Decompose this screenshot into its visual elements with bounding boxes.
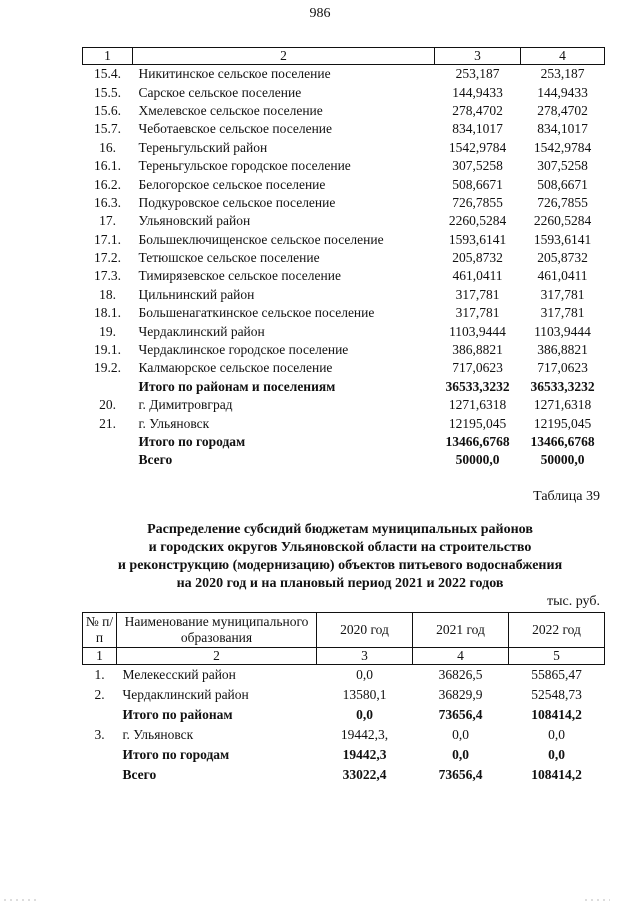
- row-number: 19.1.: [94, 342, 121, 358]
- table-row: [83, 157, 605, 175]
- row-value-col3: 12195,045: [448, 415, 507, 431]
- row-name: Сарское сельское поселение: [138, 84, 302, 100]
- row-value-col4: 317,781: [540, 305, 585, 321]
- row-name: Чердаклинский район: [122, 687, 249, 702]
- table2-body: [83, 613, 605, 786]
- row-number: [83, 433, 133, 451]
- row-name: г. Ульяновск: [138, 415, 210, 431]
- row-number: 18.: [99, 286, 116, 302]
- page-number: 986: [309, 6, 331, 21]
- row-value-2021: 0,0: [452, 727, 469, 742]
- row-name: г. Ульяновск: [122, 727, 194, 742]
- row-number: 19.2.: [94, 360, 121, 376]
- row-name: Подкуровское сельское поселение: [138, 194, 336, 210]
- row-value-col4: 2260,5284: [533, 213, 592, 229]
- row-number: 18.1.: [94, 305, 121, 321]
- col-header-2020: 2020 год: [317, 613, 413, 648]
- row-name: Тереньгульский район: [138, 139, 268, 155]
- scan-specks: [0, 893, 640, 905]
- row-value-col4: 205,8732: [537, 250, 588, 266]
- row-name: Чердаклинский район: [138, 323, 265, 339]
- row-number: 17.: [99, 213, 116, 229]
- row-value-2020: 13580,1: [342, 687, 387, 702]
- row-value-col3: 13466,6768: [445, 434, 510, 449]
- row-value-2022: 108414,2: [531, 707, 582, 722]
- table1-body: [83, 48, 605, 470]
- row-number: [83, 378, 133, 396]
- row-value-col4: 1103,9444: [534, 323, 591, 339]
- row-value-col4: 726,7855: [537, 194, 588, 210]
- row-name: Итого по городам: [138, 434, 246, 449]
- row-number: 20.: [99, 397, 116, 413]
- table-row: [83, 359, 605, 377]
- col-header-2021: 2021 год: [413, 613, 509, 648]
- row-value-2021: 36826,5: [438, 667, 483, 682]
- row-value-col4: 386,8821: [537, 342, 588, 358]
- col-header-num: [83, 613, 117, 648]
- row-value-col4: 1271,6318: [533, 397, 592, 413]
- table-row: [83, 725, 605, 745]
- row-value-col4: 461,0411: [537, 268, 588, 284]
- row-number: [83, 765, 117, 785]
- table-row: [83, 745, 605, 765]
- row-value-col3: 317,781: [455, 305, 500, 321]
- table-caption: Таблица 39: [533, 489, 600, 504]
- table1-header-row: [83, 48, 605, 65]
- table-row: [83, 231, 605, 249]
- table-row: [83, 102, 605, 120]
- row-name: Итого по районам: [122, 707, 233, 722]
- col-header-name-label: Наименование муниципального образования: [124, 614, 309, 645]
- row-number: 17.2.: [94, 250, 121, 266]
- row-name: Чердаклинское городское поселение: [138, 342, 349, 358]
- table-row: [83, 765, 605, 785]
- row-value-col3: 717,0623: [452, 360, 503, 376]
- table-row: [83, 414, 605, 432]
- col-header-num-label: № п/п: [85, 614, 114, 645]
- table2-header-row: [83, 613, 605, 648]
- row-name: Тетюшское сельское поселение: [138, 250, 320, 266]
- row-name: Чеботаевское сельское поселение: [138, 121, 333, 137]
- row-name: Всего: [138, 452, 173, 468]
- row-value-col4: 1593,6141: [533, 231, 592, 247]
- row-value-col3: 278,4702: [452, 102, 503, 118]
- table-row: [83, 304, 605, 322]
- table-row: [83, 378, 605, 396]
- row-name: Мелекесский район: [122, 667, 236, 682]
- table-row: [83, 175, 605, 193]
- table1-header-cell: 4: [521, 48, 605, 65]
- row-number: 16.1.: [94, 158, 121, 174]
- table-row: [83, 249, 605, 267]
- row-value-col3: 205,8732: [452, 250, 503, 266]
- row-value-col3: 1103,9444: [449, 323, 506, 339]
- table-row: [83, 685, 605, 705]
- row-value-col4: 1542,9784: [533, 139, 592, 155]
- row-value-col3: 386,8821: [452, 342, 503, 358]
- row-name: Белогорское сельское поселение: [138, 176, 326, 192]
- row-name: Хмелевское сельское поселение: [138, 102, 323, 118]
- row-value-2021: 73656,4: [438, 767, 483, 782]
- row-number: [83, 745, 117, 765]
- row-value-col3: 834,1017: [452, 121, 503, 137]
- row-value-col3: 253,187: [455, 66, 500, 82]
- row-value-col3: 144,9433: [452, 84, 503, 100]
- row-value-2022: 52548,73: [531, 687, 582, 702]
- row-name: Цильнинский район: [138, 286, 255, 302]
- row-number: 17.1.: [94, 231, 121, 247]
- row-value-col4: 36533,3232: [530, 378, 595, 394]
- row-number: 16.2.: [94, 176, 121, 192]
- row-value-col4: 253,187: [540, 66, 585, 82]
- row-value-2021: 73656,4: [438, 707, 483, 722]
- row-name: Итого по городам: [122, 747, 230, 762]
- row-value-col4: 278,4702: [537, 102, 588, 118]
- row-value-col3: 50000,0: [455, 452, 500, 468]
- row-value-2020: 0,0: [356, 667, 373, 682]
- row-value-2020: 0,0: [356, 707, 373, 722]
- row-number: [83, 451, 133, 469]
- row-number: 2.: [94, 687, 105, 702]
- table-row: [83, 83, 605, 101]
- row-number: 15.6.: [94, 102, 121, 118]
- row-name: Итого по районам и поселениям: [138, 378, 336, 394]
- index-cell: 4: [413, 648, 509, 665]
- row-number: 17.3.: [94, 268, 121, 284]
- table1-header-cell: 2: [133, 48, 435, 65]
- row-value-col3: 307,5258: [452, 158, 503, 174]
- row-number: [83, 705, 117, 725]
- table1-header-cell: 1: [83, 48, 133, 65]
- row-number: 1.: [94, 667, 105, 682]
- row-number: 16.: [99, 139, 116, 155]
- table-row: [83, 341, 605, 359]
- table-row: [83, 396, 605, 414]
- row-name: Калмаюрское сельское поселение: [138, 360, 333, 376]
- table-row: [83, 451, 605, 469]
- table-row: [83, 120, 605, 138]
- row-value-2021: 0,0: [452, 747, 469, 762]
- row-name: Тимирязевское сельское поселение: [138, 268, 341, 284]
- table1-header-cell: 3: [435, 48, 521, 65]
- row-value-col3: 1542,9784: [448, 139, 507, 155]
- row-value-2022: 55865,47: [531, 667, 582, 682]
- row-value-col4: 317,781: [540, 286, 585, 302]
- row-number: 15.5.: [94, 84, 121, 100]
- row-value-col3: 317,781: [455, 286, 500, 302]
- units-label: тыс. руб.: [547, 594, 600, 609]
- row-number: 15.4.: [94, 66, 121, 82]
- row-value-col4: 834,1017: [537, 121, 588, 137]
- water-supply-subsidy-table: [82, 612, 605, 785]
- subsidy-table-continued: [82, 47, 605, 470]
- row-number: 19.: [99, 323, 116, 339]
- row-value-col4: 717,0623: [537, 360, 588, 376]
- row-number: 3.: [94, 727, 105, 742]
- table-row: [83, 665, 605, 686]
- row-value-2022: 108414,2: [531, 767, 582, 782]
- table-row: [83, 286, 605, 304]
- row-name: Тереньгульское городское поселение: [138, 158, 351, 174]
- row-name: г. Димитровград: [138, 397, 233, 413]
- row-value-2020: 19442,3: [342, 747, 387, 762]
- index-cell: 3: [317, 648, 413, 665]
- row-name: Ульяновский район: [138, 213, 251, 229]
- table-row: [83, 705, 605, 725]
- row-value-col4: 12195,045: [533, 415, 592, 431]
- row-value-col4: 13466,6768: [530, 434, 595, 449]
- table-row: [83, 212, 605, 230]
- table-row: [83, 139, 605, 157]
- index-cell: 1: [83, 648, 117, 665]
- table-row: [83, 322, 605, 340]
- row-value-col4: 50000,0: [540, 452, 585, 468]
- row-value-col3: 1593,6141: [448, 231, 507, 247]
- row-value-2020: 19442,3,: [340, 727, 389, 742]
- table-row: [83, 267, 605, 285]
- row-name: Никитинское сельское поселение: [138, 66, 331, 82]
- table-row: [83, 433, 605, 451]
- row-value-col3: 461,0411: [452, 268, 503, 284]
- row-number: 21.: [99, 415, 116, 431]
- row-number: 15.7.: [94, 121, 121, 137]
- table-row: [83, 65, 605, 84]
- row-value-col3: 726,7855: [452, 194, 503, 210]
- row-value-col3: 508,6671: [452, 176, 503, 192]
- table-row: [83, 194, 605, 212]
- col-header-2022: 2022 год: [509, 613, 605, 648]
- table-title: [80, 521, 600, 593]
- row-value-col4: 144,9433: [537, 84, 588, 100]
- row-value-col3: 2260,5284: [448, 213, 507, 229]
- row-value-2022: 0,0: [548, 727, 565, 742]
- row-value-col3: 36533,3232: [445, 378, 510, 394]
- row-value-col4: 508,6671: [537, 176, 588, 192]
- row-value-2022: 0,0: [548, 747, 565, 762]
- row-number: 16.3.: [94, 194, 121, 210]
- row-value-col4: 307,5258: [537, 158, 588, 174]
- row-value-col3: 1271,6318: [448, 397, 507, 413]
- row-value-2021: 36829,9: [438, 687, 483, 702]
- table-title-line: Распределение субсидий бюджетам муниципальных районов: [147, 522, 533, 537]
- row-value-2020: 33022,4: [342, 767, 387, 782]
- index-cell: 5: [509, 648, 605, 665]
- table-title-line: на 2020 год и на плановый период 2021 и 2022 годов: [176, 576, 504, 591]
- col-header-name: [117, 613, 317, 648]
- row-name: Большеключищенское сельское поселение: [138, 231, 384, 247]
- table2-index-row: [83, 648, 605, 665]
- table-title-line: и городских округов Ульяновской области на строительство: [148, 540, 532, 555]
- table-title-line: и реконструкцию (модернизацию) объектов питьевого водоснабжения: [117, 558, 563, 573]
- index-cell: 2: [117, 648, 317, 665]
- row-name: Большенагаткинское сельское поселение: [138, 305, 375, 321]
- row-name: Всего: [122, 767, 157, 782]
